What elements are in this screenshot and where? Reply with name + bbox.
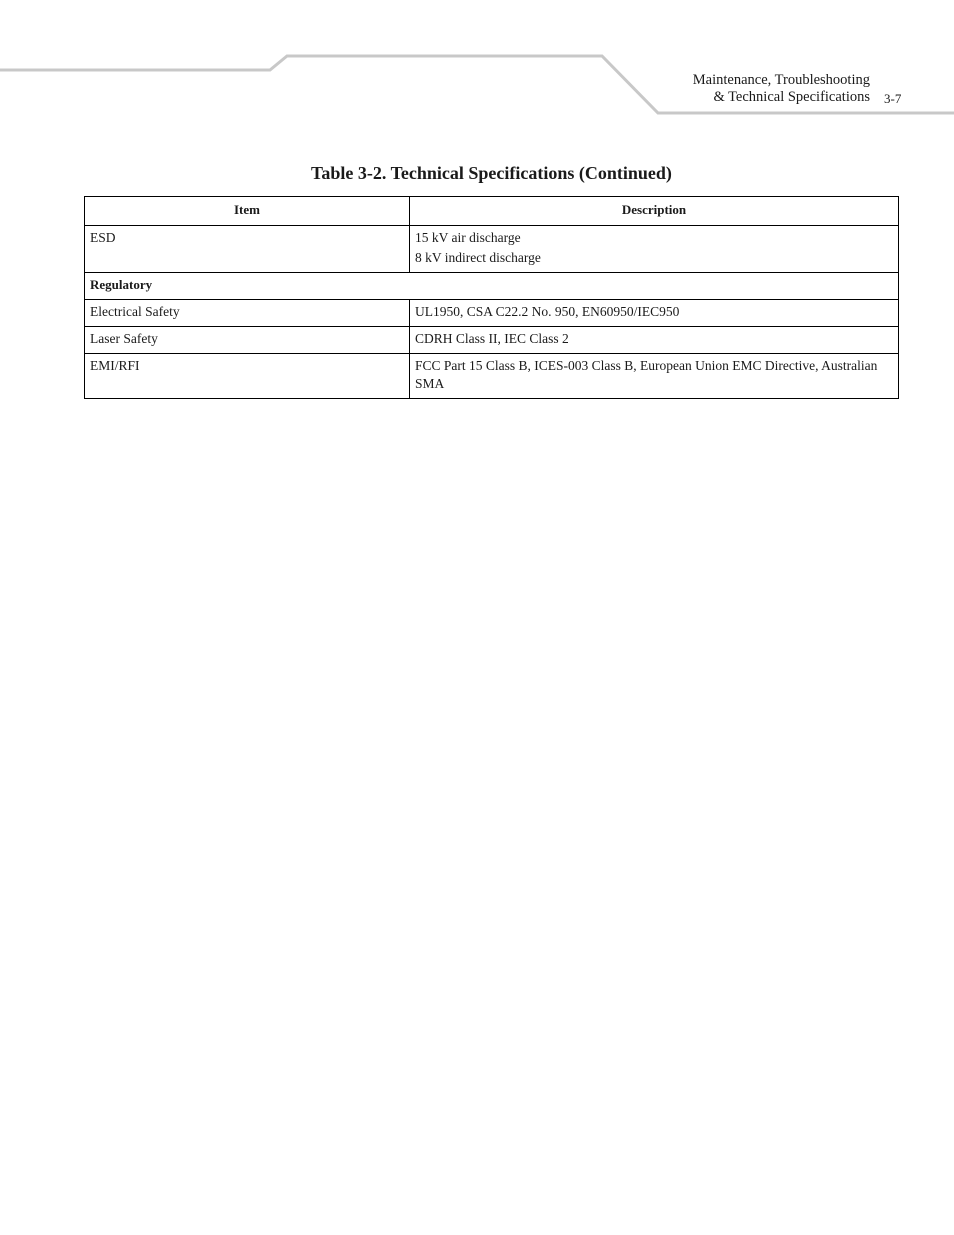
- table-header-row: [85, 197, 899, 226]
- header-rule: [0, 0, 954, 130]
- table-row: [85, 327, 899, 354]
- cell-description: UL1950, CSA C22.2 No. 950, EN60950/IEC950: [410, 300, 899, 327]
- column-header-description: Description: [410, 197, 899, 226]
- table-row: [85, 354, 899, 399]
- section-row: [85, 273, 899, 300]
- table-title: Table 3-2. Technical Specifications (Continued): [311, 163, 672, 183]
- table-row: [85, 300, 899, 327]
- description-line: 15 kV air discharge: [415, 230, 521, 245]
- cell-item: Electrical Safety: [85, 300, 410, 327]
- cell-item: EMI/RFI: [85, 354, 410, 399]
- description-line: 8 kV indirect discharge: [415, 250, 541, 265]
- section-label: Regulatory: [85, 273, 899, 300]
- column-header-item: Item: [85, 197, 410, 226]
- cell-item: Laser Safety: [85, 327, 410, 354]
- spec-table: [84, 196, 899, 399]
- running-header-line-1: Maintenance, Troubleshooting: [692, 72, 870, 88]
- cell-description: [410, 226, 899, 273]
- cell-description: FCC Part 15 Class B, ICES-003 Class B, European Union EMC Directive, Australian SMA: [410, 354, 899, 399]
- cell-description: CDRH Class II, IEC Class 2: [410, 327, 899, 354]
- running-header-line-2: & Technical Specifications: [713, 89, 870, 105]
- cell-item: ESD: [85, 226, 410, 273]
- table-row: [85, 226, 899, 273]
- running-header: [693, 72, 870, 106]
- page-number: 3-7: [884, 91, 902, 106]
